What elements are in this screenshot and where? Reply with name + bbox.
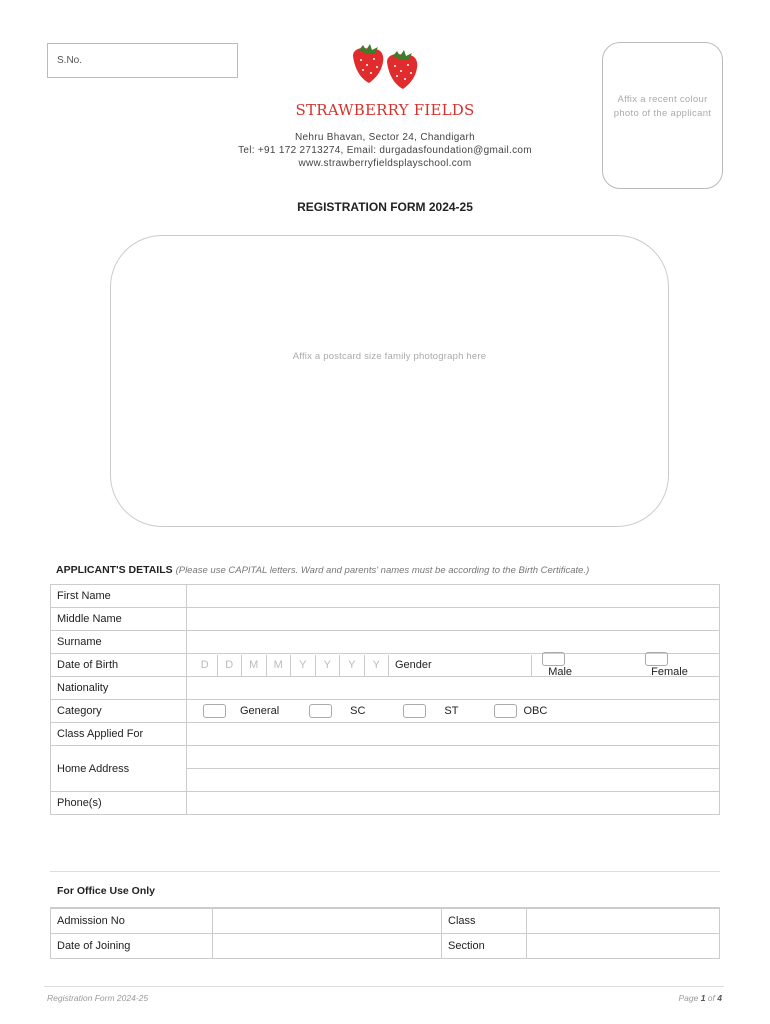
obc-checkbox[interactable] — [494, 704, 517, 718]
first-name-field[interactable] — [187, 585, 720, 608]
category-options — [187, 700, 720, 723]
serial-number-field[interactable] — [47, 43, 238, 78]
home-address-label: Home Address — [51, 746, 187, 792]
dob-label: Date of Birth — [51, 654, 187, 677]
category-sc-option[interactable] — [309, 704, 365, 718]
form-title: REGISTRATION FORM 2024-25 — [297, 200, 473, 214]
school-contact: Tel: +91 172 2713274, Email: durgadasfoundation@gmail.com — [238, 145, 532, 156]
table-row — [51, 631, 720, 654]
class-applied-label: Class Applied For — [51, 723, 187, 746]
home-address-line-2[interactable] — [187, 769, 720, 792]
serial-number-label: S.No. — [57, 55, 83, 66]
dob-digit[interactable]: M — [242, 655, 267, 676]
page-of: of — [707, 993, 715, 1003]
class-label: Class — [442, 908, 527, 933]
school-address: Nehru Bhavan, Sector 24, Chandigarh — [294, 132, 476, 143]
page-prefix: Page — [678, 993, 699, 1003]
table-row — [51, 746, 720, 769]
school-website: www.strawberryfieldsplayschool.com — [298, 158, 472, 169]
table-row — [51, 608, 720, 631]
middle-name-label: Middle Name — [51, 608, 187, 631]
applicant-note: (Please use CAPITAL letters. Ward and parents' names must be according to the Birth Certificate.) — [175, 565, 590, 576]
female-label: Female — [651, 666, 688, 679]
phones-label: Phone(s) — [51, 792, 187, 815]
applicant-photo-text: Affix a recent colour photo of the applicant — [613, 94, 712, 119]
category-st-option[interactable] — [403, 704, 458, 718]
male-checkbox[interactable] — [542, 652, 565, 666]
admission-no-field[interactable] — [213, 908, 442, 933]
class-applied-field[interactable] — [187, 723, 720, 746]
class-field[interactable] — [527, 908, 720, 933]
general-label: General — [240, 705, 280, 717]
admission-no-label: Admission No — [51, 908, 213, 933]
table-row — [51, 933, 720, 958]
category-general-option[interactable] — [203, 704, 279, 718]
surname-label: Surname — [51, 631, 187, 654]
date-of-joining-label: Date of Joining — [51, 933, 213, 958]
office-divider — [50, 871, 720, 872]
table-row — [51, 792, 720, 815]
gender-label: Gender — [389, 655, 532, 676]
nationality-field[interactable] — [187, 677, 720, 700]
dob-digit[interactable]: Y — [365, 655, 390, 676]
st-checkbox[interactable] — [403, 704, 426, 718]
office-heading: For Office Use Only — [57, 885, 156, 897]
middle-name-field[interactable] — [187, 608, 720, 631]
gender-female-option[interactable] — [627, 652, 713, 678]
dob-field[interactable] — [193, 655, 389, 676]
female-checkbox[interactable] — [645, 652, 668, 666]
footer-form-name: Registration Form 2024-25 — [47, 993, 149, 1003]
table-row — [51, 723, 720, 746]
section-label: Section — [442, 933, 527, 958]
page-current: 1 — [700, 993, 706, 1003]
category-obc-option[interactable] — [494, 704, 547, 718]
footer-divider — [44, 986, 724, 987]
sc-label: SC — [350, 705, 366, 717]
table-row — [51, 677, 720, 700]
strawberry-logo — [347, 42, 423, 94]
dob-digit[interactable]: D — [193, 655, 218, 676]
applicant-details-table — [50, 584, 720, 815]
dob-digit[interactable]: Y — [340, 655, 365, 676]
school-name: STRAWBERRY FIELDS — [295, 101, 475, 119]
home-address-line-1[interactable] — [187, 746, 720, 769]
section-field[interactable] — [527, 933, 720, 958]
st-label: ST — [444, 705, 459, 717]
table-row — [51, 700, 720, 723]
general-checkbox[interactable] — [203, 704, 226, 718]
surname-field[interactable] — [187, 631, 720, 654]
office-use-table — [50, 907, 720, 959]
applicant-heading: APPLICANT'S DETAILS — [56, 564, 173, 576]
table-row — [51, 654, 720, 677]
page-total: 4 — [717, 993, 722, 1003]
dob-digit[interactable]: Y — [316, 655, 341, 676]
applicant-photo-box — [602, 42, 723, 189]
table-row — [51, 908, 720, 933]
male-label: Male — [548, 666, 573, 679]
date-of-joining-field[interactable] — [213, 933, 442, 958]
obc-label: OBC — [523, 705, 548, 717]
table-row — [51, 585, 720, 608]
dob-gender-cell — [187, 654, 720, 677]
dob-digit[interactable]: Y — [291, 655, 316, 676]
applicant-section-heading — [56, 564, 589, 576]
sc-checkbox[interactable] — [309, 704, 332, 718]
family-photo-text: Affix a postcard size family photograph here — [292, 351, 487, 362]
category-label: Category — [51, 700, 187, 723]
dob-digit[interactable]: D — [218, 655, 243, 676]
gender-male-option[interactable] — [532, 652, 627, 678]
page-number — [678, 993, 722, 1003]
family-photo-box — [110, 235, 669, 527]
dob-digit[interactable]: M — [267, 655, 292, 676]
nationality-label: Nationality — [51, 677, 187, 700]
phones-field[interactable] — [187, 792, 720, 815]
first-name-label: First Name — [51, 585, 187, 608]
